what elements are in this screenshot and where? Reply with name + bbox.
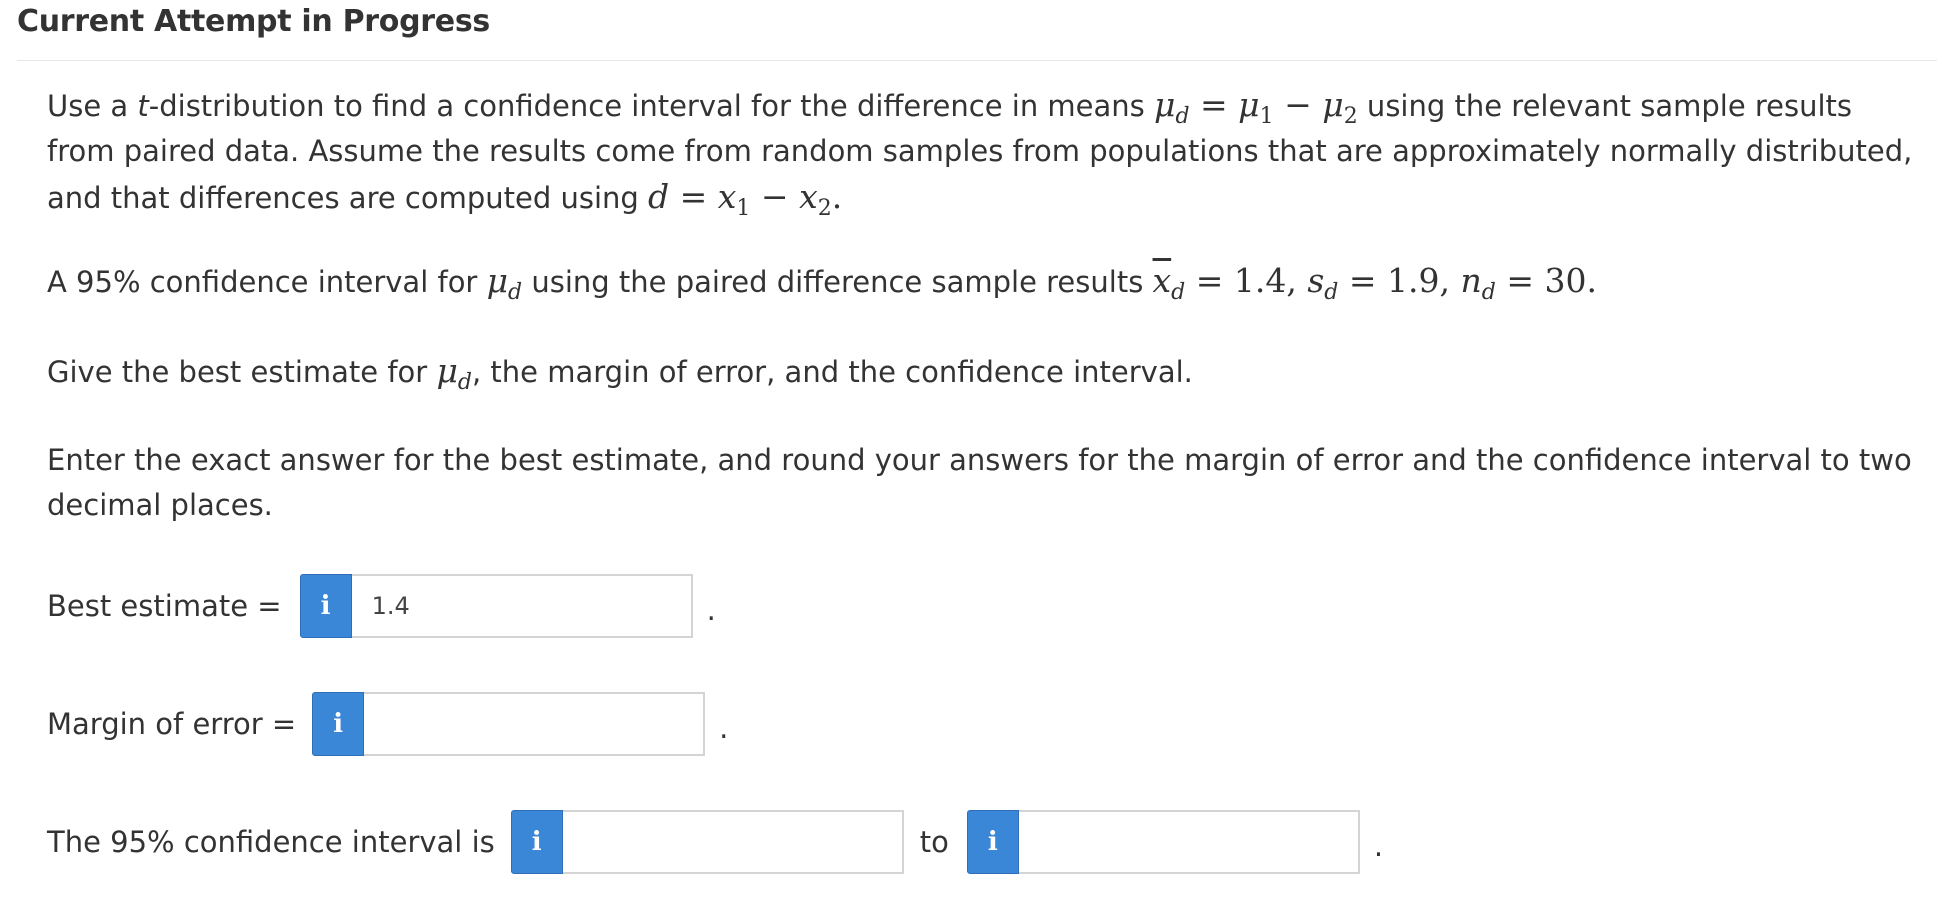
ci-to-label: to xyxy=(919,825,949,859)
best-estimate-row xyxy=(47,574,716,638)
confidence-interval-label: The 95% confidence interval is xyxy=(47,825,495,859)
question-paragraph-4: Enter the exact answer for the best estimate, and round your answers for the margin of error and the confidence interval to two decimal places. xyxy=(47,443,1912,522)
question-paragraph-2: A 95% confidence interval for $\mu_d$ using the paired difference sample results $\overline{x}_d = 1.4$, $s_d = 1.9$, $n_d = 30$. xyxy=(47,261,1597,305)
info-icon[interactable]: i xyxy=(312,692,364,756)
ci-upper-input[interactable] xyxy=(1019,810,1360,874)
margin-of-error-input[interactable] xyxy=(364,692,705,756)
question-paragraph-3: Give the best estimate for $\mu_d$, the margin of error, and the confidence interval. xyxy=(47,351,1193,395)
margin-of-error-label: Margin of error = xyxy=(47,707,297,741)
trailing-period: . xyxy=(706,593,716,627)
header-divider xyxy=(17,60,1937,61)
formula-sample-results: $\overline{x}_d = 1.4$, $s_d = 1.9$, $n_d = 30$. xyxy=(1152,261,1597,305)
ci-lower-input[interactable] xyxy=(563,810,904,874)
margin-of-error-row xyxy=(47,692,728,756)
info-icon[interactable]: i xyxy=(967,810,1019,874)
formula-mu-difference: $\mu_d = \mu_1 - \mu_2$ xyxy=(1153,85,1358,129)
page-title: Current Attempt in Progress xyxy=(17,4,490,39)
confidence-interval-row xyxy=(47,810,1383,874)
best-estimate-label: Best estimate = xyxy=(47,589,282,623)
question-paragraph-1: Use a t-distribution to find a confidence interval for the difference in means $\mu_d = \mu_1 - \mu_2$ using the relevant sample results from paired data. Assume the results come from random samples from populations that are approximately normally distributed, and that differences are computed using $d = x_1 - x_2$. xyxy=(47,85,1913,221)
symbol-mu-d: $\mu_d$ xyxy=(486,261,523,305)
symbol-mu-d: $\mu_d$ xyxy=(436,351,472,395)
best-estimate-input[interactable] xyxy=(352,574,693,638)
trailing-period: . xyxy=(1373,829,1384,863)
formula-d-definition: $d = x_1 - x_2$. xyxy=(648,177,843,221)
trailing-period: . xyxy=(719,711,729,745)
info-icon[interactable]: i xyxy=(511,810,563,874)
info-icon[interactable]: i xyxy=(300,574,352,638)
